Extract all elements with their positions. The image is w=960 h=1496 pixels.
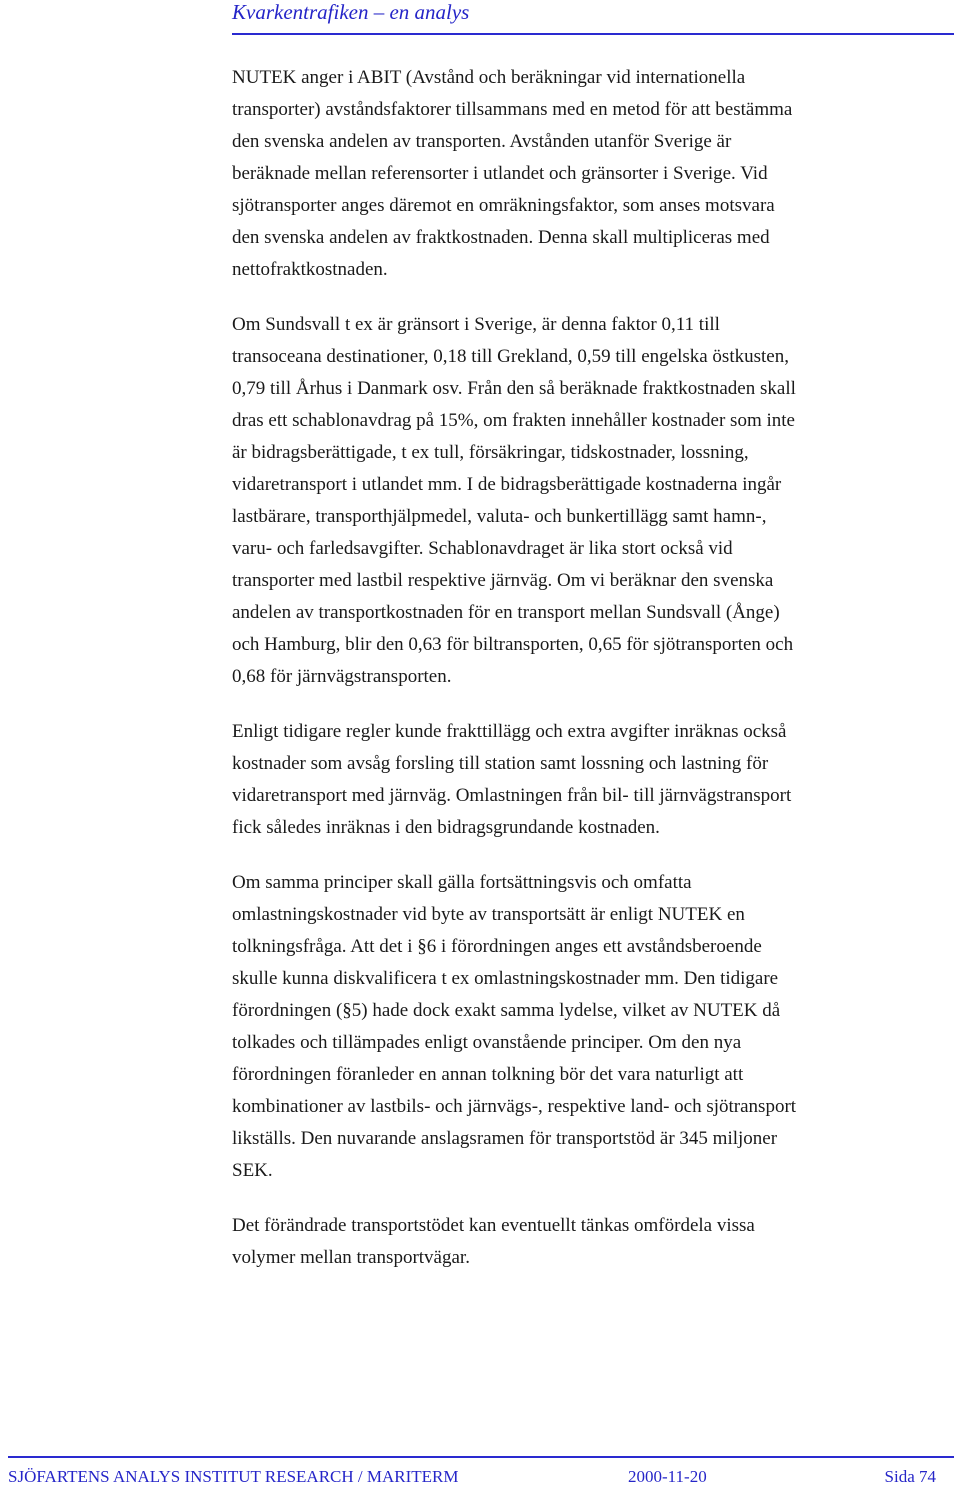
- text-line: dras ett schablonavdrag på 15%, om frakten innehåller kostnader som inte: [232, 410, 795, 431]
- text-line: tolkades och tillämpades enligt ovanstående principer. Om den nya: [232, 1032, 742, 1053]
- text-line: vidaretransport i utlandet mm. I de bidragsberättigade kostnaderna ingår: [232, 474, 782, 495]
- text-line: är bidragsberättigade, t ex tull, försäkringar, tidskostnader, lossning,: [232, 442, 749, 463]
- text-line: Enligt tidigare regler kunde frakttillägg och extra avgifter inräknas också: [232, 721, 787, 742]
- text-line: beräknade mellan referensorter i utlandet och gränsorter i Sverige. Vid: [232, 163, 768, 184]
- text-line: 0,68 för järnvägstransporten.: [232, 666, 452, 687]
- footer-page-number: Sida 74: [884, 1467, 936, 1486]
- text-line: förordningen föranleder en annan tolkning bör det vara naturligt att: [232, 1064, 744, 1085]
- paragraph-2: [232, 309, 922, 693]
- text-line: SEK.: [232, 1160, 273, 1181]
- text-line: och Hamburg, blir den 0,63 för biltransporten, 0,65 för sjötransporten och: [232, 634, 794, 655]
- paragraph-1: [232, 62, 922, 286]
- paragraph-3: [232, 716, 922, 844]
- text-line: likställs. Den nuvarande anslagsramen för transportstöd är 345 miljoner: [232, 1128, 778, 1149]
- text-line: vidaretransport med järnväg. Omlastningen från bil- till järnvägstransport: [232, 785, 792, 806]
- text-line: volymer mellan transportvägar.: [232, 1247, 470, 1268]
- page-header: [232, 0, 954, 35]
- text-line: NUTEK anger i ABIT (Avstånd och beräkningar vid internationella: [232, 67, 746, 88]
- text-line: den svenska andelen av fraktkostnaden. Denna skall multipliceras med: [232, 227, 770, 248]
- text-line: transoceana destinationer, 0,18 till Grekland, 0,59 till engelska östkusten,: [232, 346, 789, 367]
- text-line: lastbärare, transporthjälpmedel, valuta- och bunkertillägg samt hamn-,: [232, 506, 767, 527]
- text-line: transporter med lastbil respektive järnväg. Om vi beräknar den svenska: [232, 570, 774, 591]
- footer-date: 2000-11-20: [628, 1467, 707, 1486]
- text-line: Det förändrade transportstödet kan eventuellt tänkas omfördela vissa: [232, 1215, 755, 1236]
- text-line: omlastningskostnader vid byte av transportsätt är enligt NUTEK en: [232, 904, 745, 925]
- text-line: 0,79 till Århus i Danmark osv. Från den så beräknade fraktkostnaden skall: [232, 378, 796, 399]
- text-line: den svenska andelen av transporten. Avstånden utanför Sverige är: [232, 131, 732, 152]
- footer-institution: SJÖFARTENS ANALYS INSTITUT RESEARCH / MARITERM: [8, 1467, 459, 1486]
- text-line: tolkningsfråga. Att det i §6 i förordningen anges ett avståndsberoende: [232, 936, 762, 957]
- text-line: kostnader som avsåg forsling till station samt lossning och lastning för: [232, 753, 769, 774]
- paragraph-4: [232, 867, 922, 1187]
- paragraph-5: [232, 1210, 922, 1274]
- text-line: andelen av transportkostnaden för en transport mellan Sundsvall (Ånge): [232, 602, 780, 623]
- text-line: sjötransporter anges däremot en omräkningsfaktor, som anses motsvara: [232, 195, 775, 216]
- text-line: varu- och farledsavgifter. Schablonavdraget är lika stort också vid: [232, 538, 733, 559]
- text-line: kombinationer av lastbils- och järnvägs-, respektive land- och sjötransport: [232, 1096, 797, 1117]
- body-text: [232, 62, 922, 1297]
- text-line: nettofraktkostnaden.: [232, 259, 388, 280]
- text-line: förordningen (§5) hade dock exakt samma lydelse, vilket av NUTEK då: [232, 1000, 781, 1021]
- text-line: skulle kunna diskvalificera t ex omlastningskostnader mm. Den tidigare: [232, 968, 779, 989]
- text-line: Om samma principer skall gälla fortsättningsvis och omfatta: [232, 872, 692, 893]
- text-line: fick således inräknas i den bidragsgrundande kostnaden.: [232, 817, 660, 838]
- text-line: transporter) avståndsfaktorer tillsammans med en metod för att bestämma: [232, 99, 793, 120]
- text-line: Om Sundsvall t ex är gränsort i Sverige, är denna faktor 0,11 till: [232, 314, 720, 335]
- header-title: Kvarkentrafiken – en analys: [232, 0, 470, 24]
- page-footer: [8, 1456, 954, 1496]
